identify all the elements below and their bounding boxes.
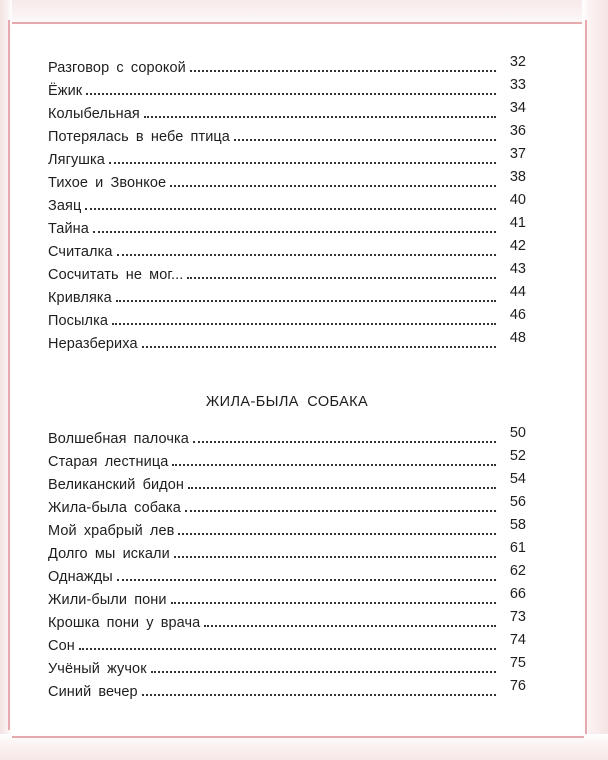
dot-leader bbox=[187, 277, 496, 279]
toc-entry-page-number: 36 bbox=[509, 123, 526, 139]
toc-entry bbox=[48, 654, 526, 677]
toc-entry-title: Разговор с сорокой bbox=[48, 60, 186, 76]
toc-entry bbox=[48, 470, 526, 493]
toc-entry bbox=[48, 168, 526, 191]
dot-leader bbox=[170, 185, 496, 187]
toc-entry-page-number: 42 bbox=[509, 238, 526, 254]
toc-entry-title: Ёжик bbox=[48, 83, 83, 99]
toc-entry-title: Неразбериха bbox=[48, 336, 138, 352]
toc-entry-title: Однажды bbox=[48, 569, 113, 585]
toc-entry-page-number: 33 bbox=[509, 77, 526, 93]
dot-leader bbox=[185, 510, 496, 512]
dot-leader bbox=[171, 602, 496, 604]
dot-leader bbox=[117, 254, 497, 256]
toc-entry-title: Волшебная палочка bbox=[48, 431, 189, 447]
toc-entry-title: Старая лестница bbox=[48, 454, 169, 470]
toc-entry-title: Колыбельная bbox=[48, 106, 140, 122]
toc-entry bbox=[48, 99, 526, 122]
toc-entry-title: Посылка bbox=[48, 313, 109, 329]
toc-entry-page-number: 74 bbox=[509, 632, 526, 648]
toc-entry-page-number: 50 bbox=[509, 425, 526, 441]
toc-entry-title: Сон bbox=[48, 638, 75, 654]
dot-leader bbox=[190, 70, 496, 72]
page-border-right bbox=[582, 0, 608, 760]
toc-entry bbox=[48, 424, 526, 447]
toc-entry-page-number: 43 bbox=[509, 261, 526, 277]
dot-leader bbox=[116, 300, 496, 302]
dot-leader bbox=[174, 556, 496, 558]
toc-entry-page-number: 46 bbox=[509, 307, 526, 323]
toc-entry bbox=[48, 608, 526, 631]
toc-entry-page-number: 58 bbox=[509, 517, 526, 533]
toc-entry-page-number: 75 bbox=[509, 655, 526, 671]
dot-leader bbox=[142, 346, 496, 348]
toc-entry bbox=[48, 191, 526, 214]
toc-entry-title: Лягушка bbox=[48, 152, 105, 168]
toc-entry-page-number: 41 bbox=[509, 215, 526, 231]
dot-leader bbox=[109, 162, 496, 164]
dot-leader bbox=[172, 464, 496, 466]
dot-leader bbox=[85, 208, 496, 210]
toc-entry-page-number: 54 bbox=[509, 471, 526, 487]
toc-entry bbox=[48, 631, 526, 654]
toc-entry-page-number: 38 bbox=[509, 169, 526, 185]
toc-entry-page-number: 56 bbox=[509, 494, 526, 510]
toc-entry bbox=[48, 447, 526, 470]
toc-entry-page-number: 37 bbox=[509, 146, 526, 162]
toc-entry-title: Сосчитать не мог... bbox=[48, 267, 184, 283]
toc-entry bbox=[48, 306, 526, 329]
dot-leader bbox=[79, 648, 496, 650]
toc-entry-title: Тихое и Звонкое bbox=[48, 175, 167, 191]
toc-entry-page-number: 62 bbox=[509, 563, 526, 579]
toc-entry bbox=[48, 53, 526, 76]
toc-entry bbox=[48, 585, 526, 608]
toc-entry bbox=[48, 539, 526, 562]
dot-leader bbox=[86, 93, 496, 95]
dot-leader bbox=[117, 579, 496, 581]
toc-entry-page-number: 52 bbox=[509, 448, 526, 464]
dot-leader bbox=[151, 671, 496, 673]
toc-entry-title: Жила-была собака bbox=[48, 500, 181, 516]
toc-entry-title: Потерялась в небе птица bbox=[48, 129, 230, 145]
section-heading: ЖИЛА-БЫЛА СОБАКА bbox=[205, 394, 369, 410]
dot-leader bbox=[193, 441, 496, 443]
dot-leader bbox=[188, 487, 496, 489]
toc-entry-title: Тайна bbox=[48, 221, 89, 237]
toc-entry-page-number: 44 bbox=[509, 284, 526, 300]
page-border-left bbox=[0, 0, 12, 760]
toc-entry-page-number: 32 bbox=[509, 54, 526, 70]
dot-leader bbox=[204, 625, 496, 627]
toc-entry-title: Учёный жучок bbox=[48, 661, 147, 677]
toc-entry-page-number: 66 bbox=[509, 586, 526, 602]
toc-entry-title: Крошка пони у врача bbox=[48, 615, 201, 631]
toc-list-section-2 bbox=[48, 424, 526, 700]
toc-entry bbox=[48, 516, 526, 539]
toc-entry-title: Жили-были пони bbox=[48, 592, 167, 608]
toc-entry-title: Кривляка bbox=[48, 290, 112, 306]
toc-entry-page-number: 73 bbox=[509, 609, 526, 625]
toc-entry bbox=[48, 493, 526, 516]
toc-entry-page-number: 40 bbox=[509, 192, 526, 208]
toc-entry bbox=[48, 76, 526, 99]
dot-leader bbox=[142, 694, 496, 696]
toc-entry-title: Синий вечер bbox=[48, 684, 138, 700]
toc-entry bbox=[48, 260, 526, 283]
toc-entry-page-number: 34 bbox=[509, 100, 526, 116]
toc-entry-page-number: 76 bbox=[509, 678, 526, 694]
toc-entry-title: Считалка bbox=[48, 244, 113, 260]
toc-entry-page-number: 61 bbox=[509, 540, 526, 556]
toc-entry bbox=[48, 214, 526, 237]
toc-entry bbox=[48, 283, 526, 306]
toc-entry-title: Заяц bbox=[48, 198, 82, 214]
toc-list-section-1 bbox=[48, 53, 526, 352]
page-border-top bbox=[0, 0, 608, 26]
toc-entry bbox=[48, 237, 526, 260]
dot-leader bbox=[234, 139, 496, 141]
dot-leader bbox=[144, 116, 496, 118]
toc-entry bbox=[48, 122, 526, 145]
dot-leader bbox=[112, 323, 496, 325]
dot-leader bbox=[178, 533, 496, 535]
toc-entry-title: Долго мы искали bbox=[48, 546, 170, 562]
toc-entry-title: Великанский бидон bbox=[48, 477, 185, 493]
page-border-bottom bbox=[0, 734, 608, 760]
toc-entry bbox=[48, 329, 526, 352]
toc-entry-page-number: 48 bbox=[509, 330, 526, 346]
toc-entry-title: Мой храбрый лев bbox=[48, 523, 175, 539]
toc-entry bbox=[48, 562, 526, 585]
dot-leader bbox=[93, 231, 496, 233]
toc-entry bbox=[48, 677, 526, 700]
toc-entry bbox=[48, 145, 526, 168]
